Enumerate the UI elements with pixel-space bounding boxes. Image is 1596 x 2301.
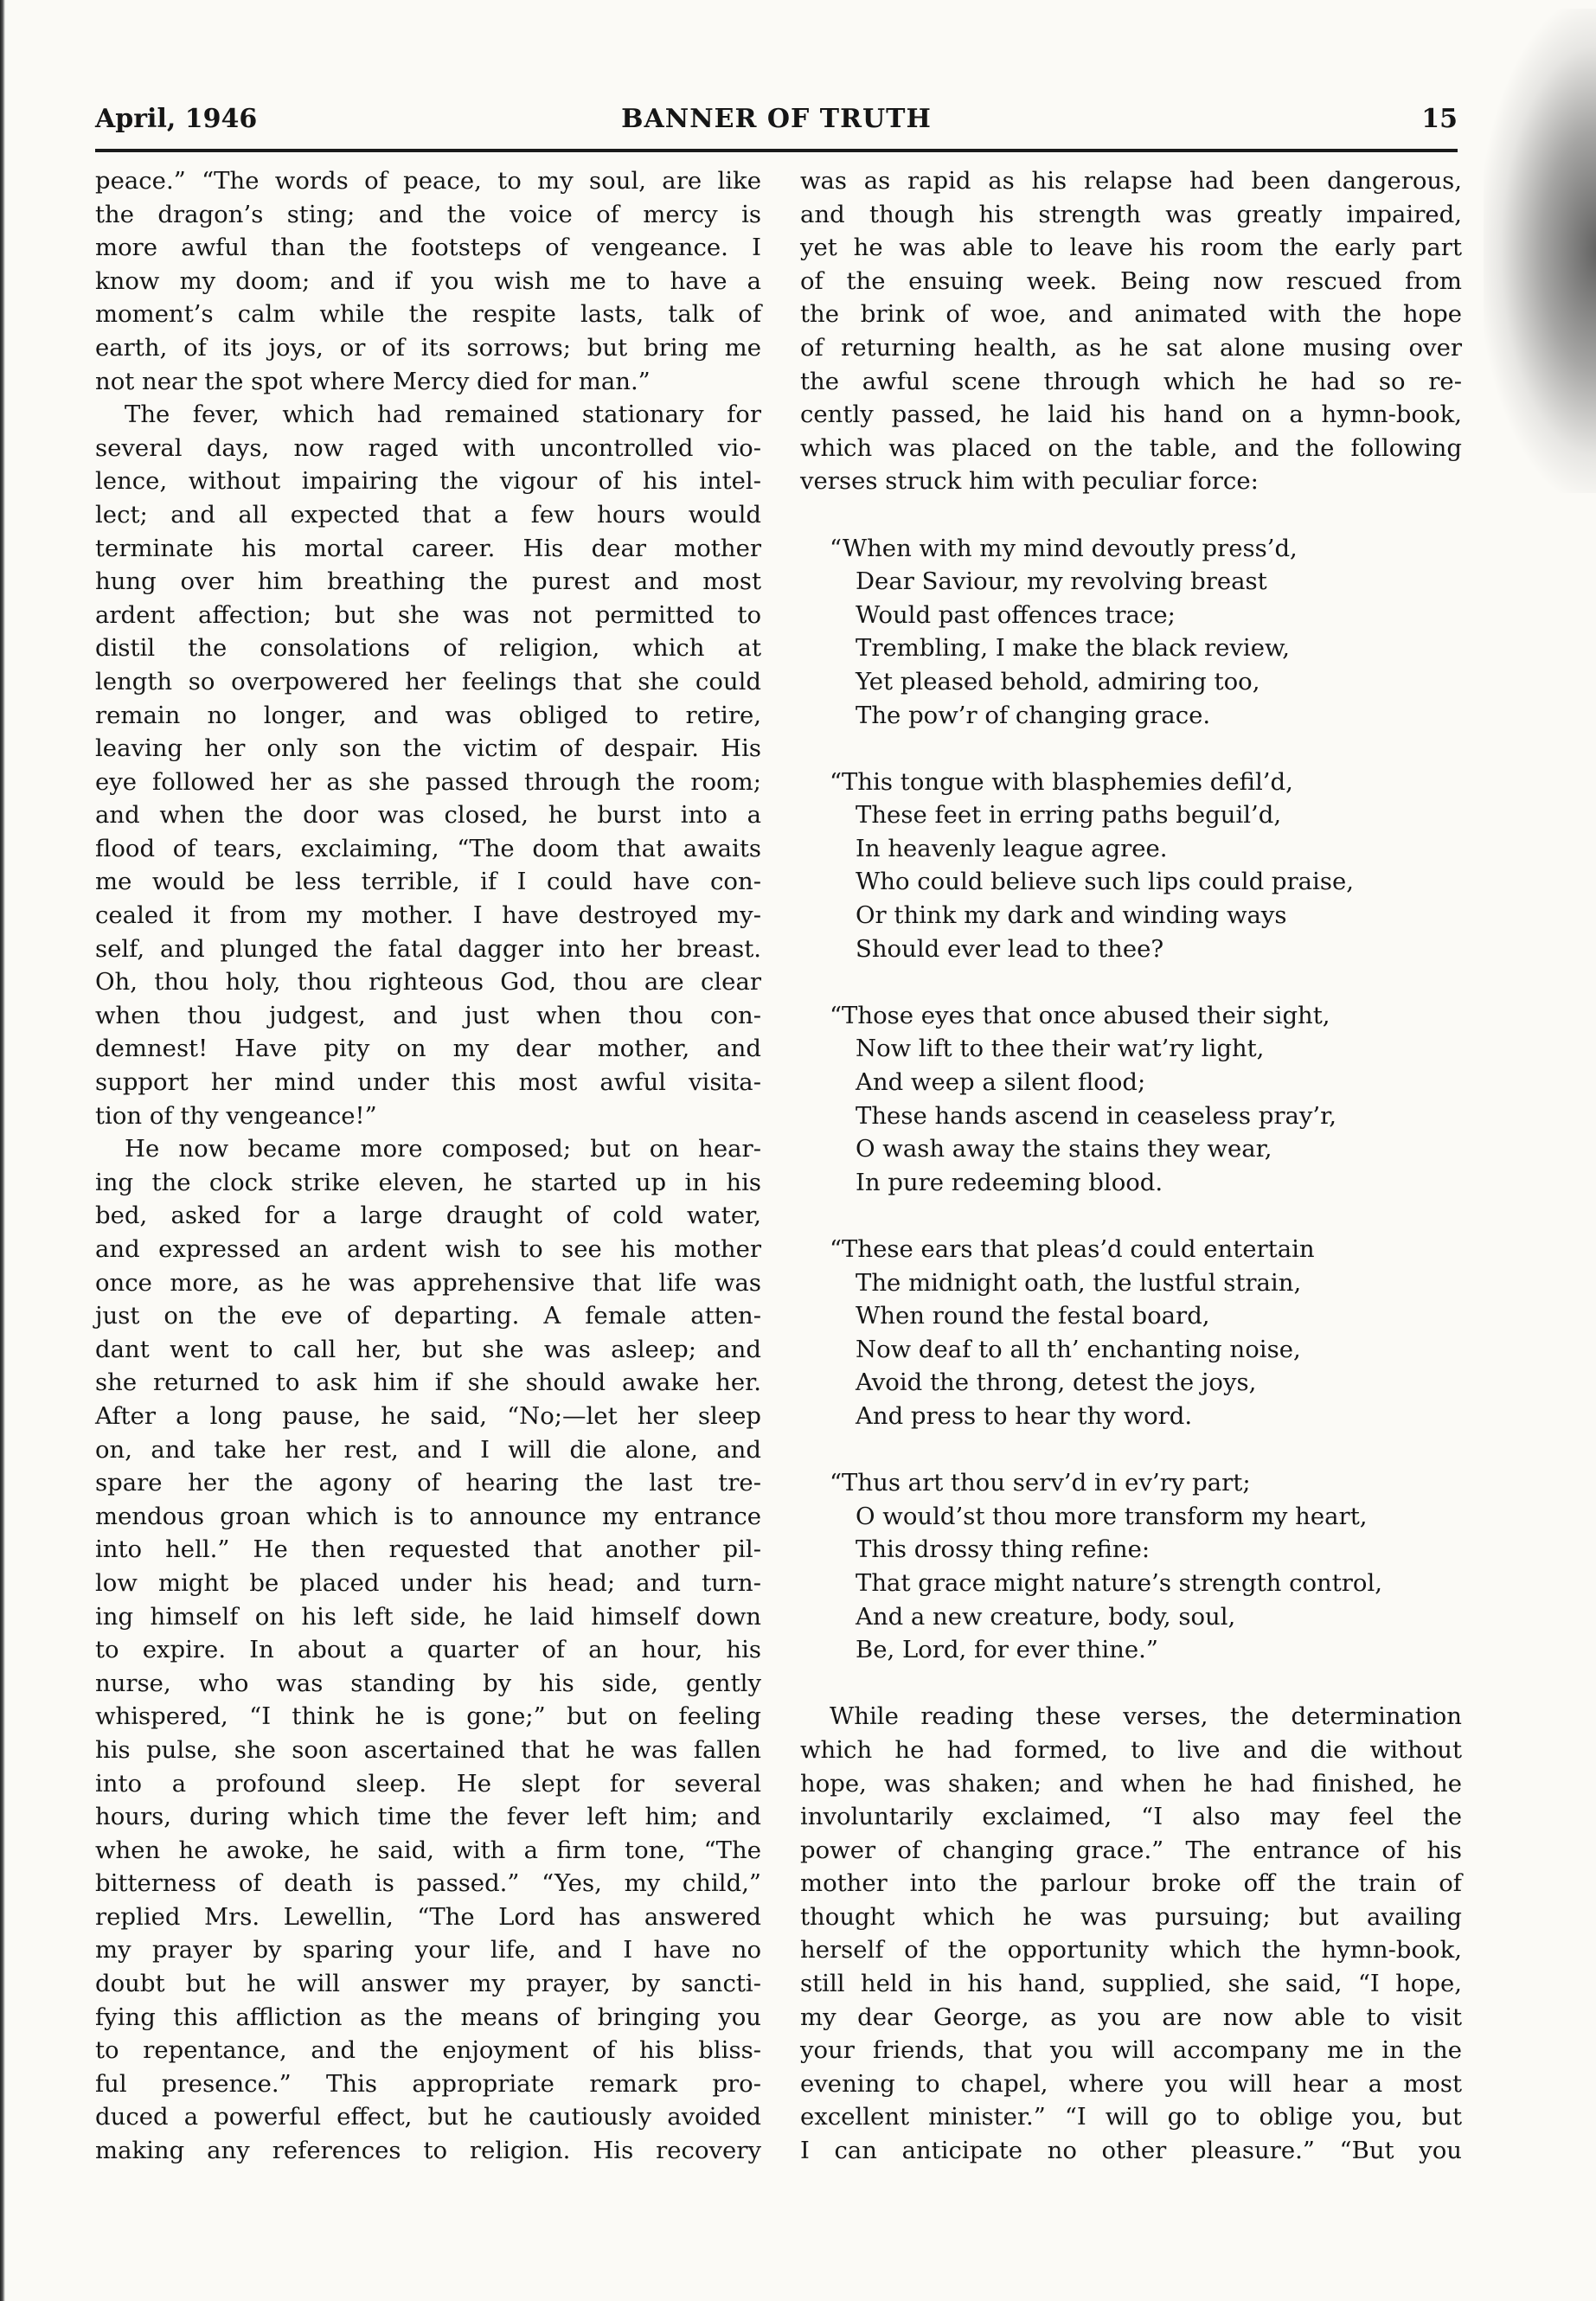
hymn-stanza bbox=[830, 1233, 1401, 1433]
stanza-gap bbox=[800, 1433, 1462, 1467]
text-line: He now became more composed; but on hear- bbox=[125, 1135, 761, 1163]
stanza-gap bbox=[800, 1199, 1462, 1233]
text-line: length so overpowered her feelings that she could bbox=[95, 667, 761, 695]
text-line: bed, asked for a large draught of cold water, bbox=[95, 1202, 761, 1230]
hymn-line: That grace might nature’s strength control, bbox=[856, 1568, 1383, 1597]
text-line: which was placed on the table, and the following bbox=[800, 433, 1462, 462]
hymn-line: Now lift to thee their wat’ry light, bbox=[856, 1035, 1265, 1063]
hymn-line: Should ever lead to thee? bbox=[856, 934, 1164, 963]
hymn-line: O wash away the stains they wear, bbox=[856, 1135, 1272, 1163]
text-line: lect; and all expected that a few hours would bbox=[95, 500, 761, 529]
text-line: mendous groan which is to announce my entrance bbox=[95, 1502, 761, 1530]
text-line: and expressed an ardent wish to see his mother bbox=[95, 1235, 761, 1263]
text-line: which he had formed, to live and die without bbox=[800, 1735, 1462, 1764]
text-line: to repentance, and the enjoyment of his bliss- bbox=[95, 2036, 761, 2065]
text-line: spare her the agony of hearing the last tre- bbox=[95, 1469, 761, 1497]
header-title: BANNER OF TRUTH bbox=[621, 104, 932, 134]
hymn-line: “These ears that pleas’d could entertain bbox=[830, 1235, 1315, 1263]
text-line: ing the clock strike eleven, he started up in his bbox=[95, 1168, 761, 1196]
text-line: While reading these verses, the determination bbox=[830, 1702, 1462, 1731]
text-line: Oh, thou holy, thou righteous God, thou are clear bbox=[95, 968, 761, 997]
text-line: lence, without impairing the vigour of his intel- bbox=[95, 467, 761, 496]
text-line: distil the consolations of religion, which at bbox=[95, 634, 761, 663]
hymn-line: Yet pleased behold, admiring too, bbox=[856, 667, 1260, 695]
hymn-line: When round the festal board, bbox=[856, 1302, 1210, 1330]
text-line: flood of tears, exclaiming, “The doom that awaits bbox=[95, 834, 761, 862]
hymn-line: This drossy thing refine: bbox=[856, 1535, 1151, 1564]
text-line: cently passed, he laid his hand on a hymn-book, bbox=[800, 401, 1462, 429]
text-line: of returning health, as he sat alone musing over bbox=[800, 333, 1462, 362]
text-line: and when the door was closed, he burst into a bbox=[95, 801, 761, 830]
hymn-line: The midnight oath, the lustful strain, bbox=[856, 1268, 1302, 1297]
text-line: fying this affliction as the means of bringing you bbox=[95, 2003, 761, 2031]
stanza-gap bbox=[800, 732, 1462, 766]
text-line: doubt but he will answer my prayer, by sancti- bbox=[95, 1970, 761, 1998]
hymn-stanza bbox=[830, 1466, 1401, 1667]
text-line: hope, was shaken; and when he had finished, he bbox=[800, 1769, 1462, 1798]
text-line: more awful than the footsteps of vengeance. I bbox=[95, 234, 761, 262]
text-line: eye followed her as she passed through the room; bbox=[95, 767, 761, 796]
text-line: hours, during which time the fever left him; and bbox=[95, 1803, 761, 1831]
hymn-line: And weep a silent flood; bbox=[856, 1068, 1146, 1097]
text-line: moment’s calm while the respite lasts, talk of bbox=[95, 300, 761, 329]
hymn-line: And a new creature, body, soul, bbox=[856, 1602, 1236, 1631]
text-line: power of changing grace.” The entrance of his bbox=[800, 1836, 1462, 1864]
text-line: not near the spot where Mercy died for man.” bbox=[95, 367, 651, 395]
text-line: leaving her only son the victim of despair. His bbox=[95, 734, 761, 763]
text-line: replied Mrs. Lewellin, “The Lord has answered bbox=[95, 1902, 761, 1931]
text-line: once more, as he was apprehensive that life was bbox=[95, 1268, 761, 1297]
text-line: demnest! Have pity on my dear mother, and bbox=[95, 1035, 761, 1063]
text-line: and though his strength was greatly impaired, bbox=[800, 200, 1462, 228]
text-line: After a long pause, he said, “No;—let her sleep bbox=[95, 1401, 761, 1430]
text-line: making any references to religion. His recovery bbox=[95, 2137, 761, 2165]
hymn-line: Dear Saviour, my revolving breast bbox=[856, 567, 1267, 596]
text-line: The fever, which had remained stationary for bbox=[125, 401, 761, 429]
text-line: into hell.” He then requested that another pil- bbox=[95, 1535, 761, 1564]
text-line: she returned to ask him if she should awake her. bbox=[95, 1368, 761, 1397]
hymn-line: In pure redeeming blood. bbox=[856, 1168, 1163, 1196]
hymn-line: In heavenly league agree. bbox=[856, 834, 1168, 862]
hymn-line: Who could believe such lips could praise, bbox=[856, 868, 1354, 896]
text-line: yet he was able to leave his room the early part bbox=[800, 234, 1462, 262]
text-line: when he awoke, he said, with a firm tone, “The bbox=[95, 1836, 761, 1864]
hymn-line: And press to hear thy word. bbox=[856, 1401, 1193, 1430]
text-line: still held in his hand, supplied, she said, “I hope, bbox=[800, 1970, 1462, 1998]
hymn-line: Trembling, I make the black review, bbox=[856, 634, 1291, 663]
hymn-line: These hands ascend in ceaseless pray’r, bbox=[856, 1101, 1337, 1130]
hymn-stanza bbox=[830, 532, 1401, 733]
text-line: was as rapid as his relapse had been dangerous, bbox=[800, 167, 1462, 195]
text-line: low might be placed under his head; and turn- bbox=[95, 1568, 761, 1597]
page-left-edge bbox=[0, 0, 5, 2301]
stanza-gap bbox=[800, 1667, 1462, 1701]
hymn-line: Avoid the throng, detest the joys, bbox=[856, 1368, 1257, 1397]
text-line: evening to chapel, where you will hear a most bbox=[800, 2069, 1462, 2098]
text-line: me would be less terrible, if I could have con- bbox=[95, 868, 761, 896]
page-stain bbox=[1484, 9, 1596, 493]
text-line: my prayer by sparing your life, and I have no bbox=[95, 1936, 761, 1965]
stanza-gap bbox=[800, 965, 1462, 999]
hymn-line: Be, Lord, for ever thine.” bbox=[856, 1636, 1158, 1664]
header-rule bbox=[95, 149, 1458, 152]
text-line: support her mind under this most awful visita- bbox=[95, 1068, 761, 1097]
text-line: nurse, who was standing by his side, gently bbox=[95, 1669, 761, 1697]
hymn-line: The pow’r of changing grace. bbox=[856, 701, 1211, 729]
text-line: dant went to call her, but she was asleep; and bbox=[95, 1335, 761, 1363]
text-line: bitterness of death is passed.” “Yes, my child,” bbox=[95, 1869, 761, 1898]
text-line: just on the eve of departing. A female atten- bbox=[95, 1302, 761, 1330]
text-line: to expire. In about a quarter of an hour, his bbox=[95, 1636, 761, 1664]
text-line: when thou judgest, and just when thou con- bbox=[95, 1001, 761, 1029]
hymn-line: Would past offences trace; bbox=[856, 600, 1176, 629]
text-line: the brink of woe, and animated with the hope bbox=[800, 300, 1462, 329]
right-column bbox=[800, 164, 1462, 2168]
text-line: self, and plunged the fatal dagger into her breast. bbox=[95, 934, 761, 963]
text-line: herself of the opportunity which the hymn-book, bbox=[800, 1936, 1462, 1965]
text-line: involuntarily exclaimed, “I also may feel the bbox=[800, 1803, 1462, 1831]
text-line: the awful scene through which he had so re- bbox=[800, 367, 1462, 395]
text-line: your friends, that you will accompany me in the bbox=[800, 2036, 1462, 2065]
text-line: excellent minister.” “I will go to oblige you, but bbox=[800, 2103, 1462, 2131]
text-line: peace.” “The words of peace, to my soul, are like bbox=[95, 167, 761, 195]
page-number: 15 bbox=[1421, 104, 1458, 134]
text-line: several days, now raged with uncontrolled vio- bbox=[95, 433, 761, 462]
text-line: thought which he was pursuing; but availing bbox=[800, 1902, 1462, 1931]
text-line: terminate his mortal career. His dear mother bbox=[95, 534, 761, 562]
hymn-line: Or think my dark and winding ways bbox=[856, 901, 1287, 930]
hymn-stanza bbox=[830, 999, 1401, 1200]
hymn-line: “Thus art thou serv’d in ev’ry part; bbox=[830, 1469, 1251, 1497]
text-line: into a profound sleep. He slept for several bbox=[95, 1769, 761, 1798]
text-line: his pulse, she soon ascertained that he was fallen bbox=[95, 1735, 761, 1764]
text-line: remain no longer, and was obliged to retire, bbox=[95, 701, 761, 729]
hymn-line: These feet in erring paths beguil’d, bbox=[856, 801, 1282, 830]
text-line: hung over him breathing the purest and most bbox=[95, 567, 761, 596]
text-line: mother into the parlour broke off the train of bbox=[800, 1869, 1462, 1898]
text-line: the dragon’s sting; and the voice of mercy is bbox=[95, 200, 761, 228]
text-line: whispered, “I think he is gone;” but on feeling bbox=[95, 1702, 761, 1731]
text-line: ful presence.” This appropriate remark pro- bbox=[95, 2069, 761, 2098]
hymn-line: Now deaf to all th’ enchanting noise, bbox=[856, 1335, 1301, 1363]
hymn-line: “This tongue with blasphemies defil’d, bbox=[830, 767, 1293, 796]
text-line: of the ensuing week. Being now rescued from bbox=[800, 266, 1462, 295]
header-date: April, 1946 bbox=[95, 104, 258, 134]
text-line: verses struck him with peculiar force: bbox=[800, 467, 1259, 496]
text-line: my dear George, as you are now able to visit bbox=[800, 2003, 1462, 2031]
running-header bbox=[95, 104, 1458, 142]
hymn-line: “When with my mind devoutly press’d, bbox=[830, 534, 1298, 562]
hymn-stanza bbox=[830, 766, 1401, 966]
text-line: ing himself on his left side, he laid himself down bbox=[95, 1602, 761, 1631]
text-line: ardent affection; but she was not permitted to bbox=[95, 600, 761, 629]
hymn-line: “Those eyes that once abused their sight, bbox=[830, 1001, 1330, 1029]
text-line: duced a powerful effect, but he cautiously avoided bbox=[95, 2103, 761, 2131]
left-column bbox=[95, 164, 761, 2168]
text-line: on, and take her rest, and I will die alone, and bbox=[95, 1435, 761, 1464]
text-line: know my doom; and if you wish me to have a bbox=[95, 266, 761, 295]
text-line: cealed it from my mother. I have destroyed my- bbox=[95, 901, 761, 930]
text-line: I can anticipate no other pleasure.” “But you bbox=[800, 2137, 1462, 2165]
stanza-gap bbox=[800, 498, 1462, 532]
hymn-line: O would’st thou more transform my heart, bbox=[856, 1502, 1368, 1530]
text-line: earth, of its joys, or of its sorrows; but bring me bbox=[95, 333, 761, 362]
text-line: tion of thy vengeance!” bbox=[95, 1101, 377, 1130]
